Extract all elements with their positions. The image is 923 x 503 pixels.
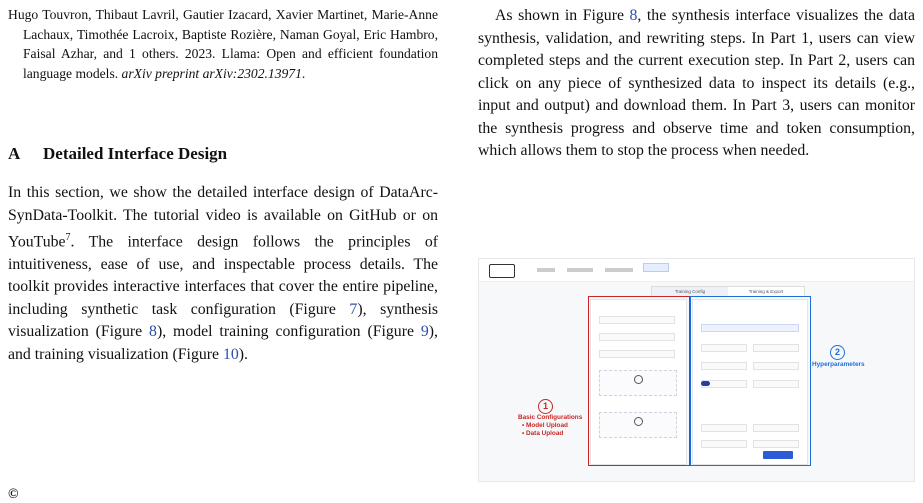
callout-number-1: 1 [538,399,553,414]
nav-item [605,268,633,272]
section-heading [8,144,227,164]
callout-box-2 [690,296,811,466]
nav-item [567,268,593,272]
callout-number-2: 2 [830,345,845,360]
figure-9-link[interactable]: 9 [420,323,429,341]
nav-item-active [643,263,669,272]
section-title: Detailed Interface Design [43,144,228,163]
page-corner-mark: © [8,487,19,502]
nav-item [537,268,555,272]
figure-7-link[interactable]: 7 [349,300,358,318]
interface-screenshot-figure [478,258,915,482]
app-logo [489,264,515,278]
figure-10-link[interactable]: 10 [222,345,239,363]
reference-authors: Hugo Touvron, Thibaut Lavril, Gautier Izacard, Xavier Martinet, Marie-Anne Lachaux, Timothée Lacroix, Baptiste Rozière, Naman Goyal, Eric Hambro, Faisal Azhar, and 1 others. 2023. Llama: Open and efficient foundation language models. [8,7,438,81]
reference-venue: arXiv preprint arXiv:2302.13971 [121,65,302,81]
reference-entry: Hugo Touvron, Thibaut Lavril, Gautier Izacard, Xavier Martinet, Marie-Anne Lachaux, Timothée Lacroix, Baptiste Rozière, Naman Goyal, Eric Hambro, Faisal Azhar, and 1 others. 2023. Llama: Open and efficient foundation language models. arXiv preprint arXiv:2302.13971. [8,7,438,81]
section-number: A [8,144,21,163]
tab-training-config: Training Config [652,287,728,296]
callout-label-2: Hyperparameters [812,361,865,368]
app-top-bar [479,259,914,282]
left-paragraph: In this section, we show the detailed interface design of DataArc-SynData-Toolkit. The tutorial video is available on GitHub or on YouTube$^7$. The interface design follows the principles of intuitiveness, ease of use, and inspectable process details. The toolkit provides interactive interfaces that cover the entire pipeline, including synthetic task configuration (Figure 7), synthesis visualization (Figure 8), model training configuration (Figure 9), and training visualization (Figure 10). [8,184,438,363]
callout-box-1 [588,296,690,466]
figure-8-link[interactable]: 8 [149,323,157,341]
right-paragraph: As shown in Figure 8, the synthesis interface visualizes the data synthesis, validation, and rewriting steps. In Part 1, users can view completed steps and the current execution step. In Part 2, users can click on any piece of synthesized data to inspect its details (e.g., input and output) and download them. In Part 3, users can monitor the synthesis progress and observe time and token consumption, which allows them to stop the process when needed. [478,7,915,159]
footnote-mark[interactable]: 7 [65,232,71,243]
callout-label-1: Basic Configurations • Model Upload • Data Upload [518,414,582,437]
tab-training-export: Training & Export [748,289,784,294]
figure-8-link[interactable]: 8 [629,7,638,24]
